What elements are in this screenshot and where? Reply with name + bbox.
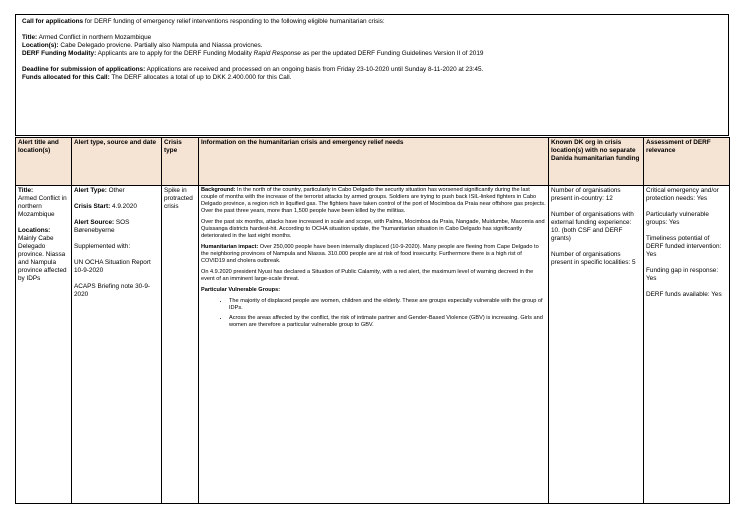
- modality-text-1: Applicants are to apply for the DERF Funding Modality: [96, 50, 254, 57]
- attacks-paragraph: Over the past six months, attacks have increased in scale and scope, with Palma, Mocimboa da Praia, Nangade, Muidumbe, Macomia and Quissanga districts hardest-hit. According to OCHA situation update, the "humanitarian situation in Cabo Delgado has significantly deteriorated in the last eight months.: [201, 219, 545, 239]
- alert-title-label: Title:: [18, 187, 34, 194]
- title-label: Title:: [22, 34, 38, 41]
- source-ocha: UN OCHA Situation Report 10-9-2020: [74, 259, 151, 274]
- funds-text: The DERF allocates a total of up to DKK 2.400.000 for this Call.: [109, 74, 292, 81]
- location-text: Cabe Delegado provicne. Partially also Nampula and Niassa provicnes.: [58, 42, 263, 49]
- assessment-timeliness: Timeliness potential of DERF funded intervention: Yes: [646, 235, 722, 258]
- alert-type-block: [74, 187, 159, 195]
- org-specific-localities: Number of organisations present in specific localities: 5: [551, 251, 636, 266]
- header-alert-title: Alert title and location(s): [16, 138, 72, 186]
- org-external-funding: Number of organisations with external funding experience: 10. (both CSF and DERF grants): [551, 211, 634, 242]
- call-label: Call for applications: [22, 18, 84, 25]
- deadline-label: Deadline for submission of applications:: [22, 66, 146, 73]
- deadline-text: Applications are received and processed on an ongoing basis from Friday 23-10-2020 until Sunday 8-11-2020 at 23:45.: [145, 66, 484, 73]
- funds-label: Funds allocated for this Call:: [22, 74, 110, 81]
- header-alert-type: Alert type, source and date: [72, 138, 162, 186]
- header-known-dk-org: Known DK org in crisis location(s) with no separate Danida humanitarian funding: [549, 138, 644, 186]
- header-information: Information on the humanitarian crisis and emergency relief needs: [199, 138, 549, 186]
- cell-known-dk-org: [549, 186, 644, 504]
- assessment-funds-available: DERF funds available: Yes: [646, 291, 722, 298]
- cell-alert-type: [72, 186, 162, 504]
- impact-paragraph: [201, 244, 546, 265]
- location-label: Location(s):: [22, 42, 59, 49]
- crisis-start-block: [74, 203, 159, 211]
- locations-text: Mainly Cabe Delegado province. Niassa and Nampula province affected by IDPs: [18, 235, 67, 282]
- assessment-funding-gap: Funding gap in response: Yes: [646, 267, 719, 282]
- crisis-start-label: Crisis Start:: [74, 203, 111, 210]
- header-crisis-type: Crisis type: [162, 138, 199, 186]
- assessment-critical: Critical emergency and/or protection needs: Yes: [646, 187, 719, 202]
- cell-crisis-type: [162, 186, 199, 504]
- document-page: [15, 14, 731, 502]
- alert-type-value: Other: [106, 187, 125, 194]
- funds-line: [22, 74, 722, 82]
- impact-text: Over 250,000 people have been internally displaced (10-9-2020). Many people are fleeing from Cape Delgado to the neighboring provinces of Nampula and Niassa. 310.000 people are at risk of food insecurity. Furthermore there is a high rist of COVID19 and cholera outbreak.: [201, 244, 539, 264]
- location-line: [22, 42, 722, 50]
- locations-block: [18, 227, 69, 283]
- supplemented-label: Supplemented with:: [74, 243, 131, 250]
- cell-assessment: [644, 186, 730, 504]
- deadline-line: [22, 66, 722, 74]
- assessment-vulnerable: Particularly vulnerable groups: Yes: [646, 211, 709, 226]
- background-text: In the north of the country, particularly in Cabo Delgado the security situation has worsened significantly during the last couple of months with the increase of the terrorist attacks by armed groups. Soldiers are trying to push back ISIL-linked fighters in Cabo Delgado province, a region rich in liquified gas. The fighters have taken control of the port of Mocimboa da Praia near offshore gas projects. Over the past three years, more than 1,500 people have been killed by the militias.: [201, 187, 546, 214]
- list-item: • The majority of displaced people are women, children and the elderly. These are groups especially vulnerable with the group of IDPs.: [229, 298, 546, 312]
- modality-italic: Rapid Response: [253, 50, 301, 57]
- vulnerable-label: Particular Vulnerable Groups:: [201, 287, 281, 293]
- vulnerable-groups-list: [201, 298, 546, 329]
- modality-text-2: as per the updated DERF Funding Guidelines Version II of 2019: [300, 50, 484, 57]
- alert-source-value: SOS Børenebyerne: [74, 219, 130, 234]
- locations-label: Locations:: [18, 227, 51, 234]
- title-text: Armed Conflict in northern Mozambique: [37, 34, 152, 41]
- impact-label: Humanitarian impact:: [201, 244, 259, 250]
- table-row: [16, 186, 730, 504]
- modality-line: [22, 50, 722, 58]
- background-paragraph: [201, 187, 546, 215]
- crisis-table: [15, 137, 730, 504]
- cell-alert-title: [16, 186, 72, 504]
- modality-label: DERF Funding Modality:: [22, 50, 97, 57]
- crisis-start-value: 4.9.2020: [110, 203, 137, 210]
- org-in-country: Number of organisations present in-country: 12: [551, 187, 621, 202]
- source-acaps: ACAPS Briefing note 30-9-2020: [74, 283, 151, 298]
- alert-type-label: Alert Type:: [74, 187, 107, 194]
- title-line: [22, 34, 722, 42]
- alert-source-label: Alert Source:: [74, 219, 115, 226]
- vulnerable-groups-heading: [201, 287, 546, 294]
- call-intro-box: [15, 14, 729, 136]
- cell-information: [199, 186, 549, 504]
- alert-source-block: [74, 219, 159, 235]
- table-header-row: [16, 138, 730, 186]
- alert-title-block: [18, 187, 69, 219]
- call-text: for DERF funding of emergency relief interventions responding to the following eligible humanitarian crisis:: [83, 18, 385, 25]
- alert-title-text: Armed Conflict in northern Mozambique: [18, 195, 67, 218]
- list-item: • Across the areas affected by the conflict, the risk of intimate partner and Gender-Based Violence (GBV) is increasing. Girls and women are therefore a particular vulnerable group to GBV.: [229, 315, 546, 329]
- call-line: [22, 18, 722, 26]
- crisis-type-value: Spike in protracted crisis: [164, 187, 193, 210]
- calamity-paragraph: On 4.9.2020 president Nyusi has declared a Situation of Public Calamity, with a red alert, the maximum level of warning decreed in the event of an imminent large-scale threat.: [201, 269, 534, 282]
- header-assessment: Assessment of DERF relevance: [644, 138, 730, 186]
- background-label: Background:: [201, 187, 236, 193]
